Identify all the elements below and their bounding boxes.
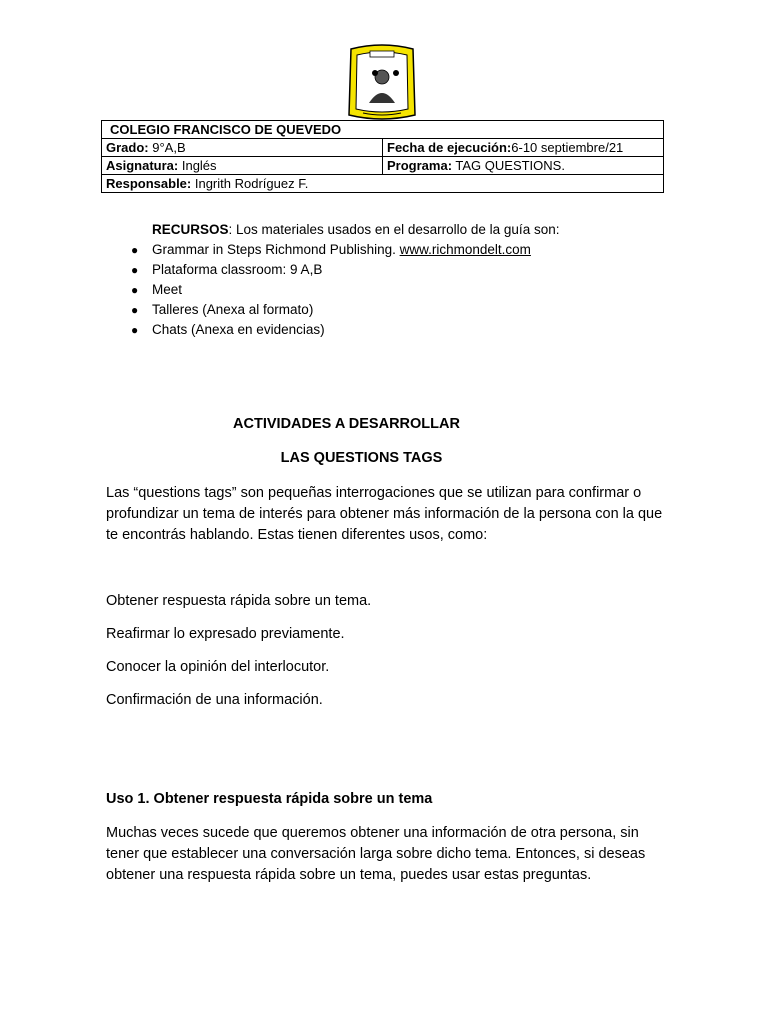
fecha-label: Fecha de ejecución: bbox=[387, 140, 512, 155]
questions-tags-heading: LAS QUESTIONS TAGS bbox=[280, 450, 443, 466]
fecha-value: 6-10 septiembre/21 bbox=[511, 140, 624, 155]
grado-value: 9°A,B bbox=[148, 140, 186, 155]
list-item bbox=[131, 320, 531, 340]
programa-label: Programa: bbox=[387, 158, 453, 173]
asignatura-value: Inglés bbox=[178, 158, 217, 173]
list-item bbox=[131, 280, 531, 300]
list-item bbox=[131, 240, 531, 260]
bullet-icon: ● bbox=[131, 323, 139, 337]
recursos-text: : Los materiales usados en el desarrollo de la guía son: bbox=[228, 222, 560, 237]
intro-paragraph: Las “questions tags” son pequeñas interrogaciones que se utilizan para confirmar o profundizar un tema de interés para obtener más información de la persona con la que te encontrás hablando. Estas tienen diferentes usos, como: bbox=[106, 485, 663, 543]
list-item-text: Meet bbox=[152, 282, 183, 297]
asignatura-label: Asignatura: bbox=[106, 158, 179, 173]
list-item-text: Chats (Anexa en evidencias) bbox=[152, 322, 325, 337]
recursos-line bbox=[152, 220, 559, 240]
list-item bbox=[131, 300, 531, 320]
actividades-heading: ACTIVIDADES A DESARROLLAR bbox=[233, 416, 460, 432]
bullet-icon: ● bbox=[131, 283, 139, 297]
list-item-text: Talleres (Anexa al formato) bbox=[152, 302, 314, 317]
uso-item: Conocer la opinión del interlocutor. bbox=[106, 659, 330, 675]
header-table bbox=[101, 120, 664, 193]
richmond-link[interactable]: www.richmondelt.com bbox=[399, 242, 531, 257]
recursos-list bbox=[131, 240, 531, 340]
list-item-text: Plataforma classroom: 9 A,B bbox=[152, 262, 323, 277]
recursos-label: RECURSOS bbox=[152, 222, 229, 237]
grado-label: Grado: bbox=[106, 140, 149, 155]
uso-item: Reafirmar lo expresado previamente. bbox=[106, 626, 345, 642]
uso1-heading: Uso 1. Obtener respuesta rápida sobre un tema bbox=[106, 791, 433, 807]
programa-value: TAG QUESTIONS. bbox=[452, 158, 565, 173]
bullet-icon: ● bbox=[131, 303, 139, 317]
uso-item: Confirmación de una información. bbox=[106, 692, 323, 708]
list-item bbox=[131, 260, 531, 280]
list-item-text: Grammar in Steps Richmond Publishing. bbox=[152, 242, 400, 257]
uso1-paragraph: Muchas veces sucede que queremos obtener una información de otra persona, sin tener que establecer una conversación larga sobre dicho tema. Entonces, si deseas obtener una respuesta rápida sobre un tema, puedes usar estas preguntas. bbox=[106, 825, 646, 883]
bullet-icon: ● bbox=[131, 263, 139, 277]
bullet-icon: ● bbox=[131, 243, 139, 257]
school-name: COLEGIO FRANCISCO DE QUEVEDO bbox=[110, 122, 342, 137]
responsable-value: Ingrith Rodríguez F. bbox=[191, 176, 309, 191]
uso-item: Obtener respuesta rápida sobre un tema. bbox=[106, 593, 372, 609]
responsable-label: Responsable: bbox=[106, 176, 192, 191]
school-crest-logo bbox=[343, 43, 421, 121]
